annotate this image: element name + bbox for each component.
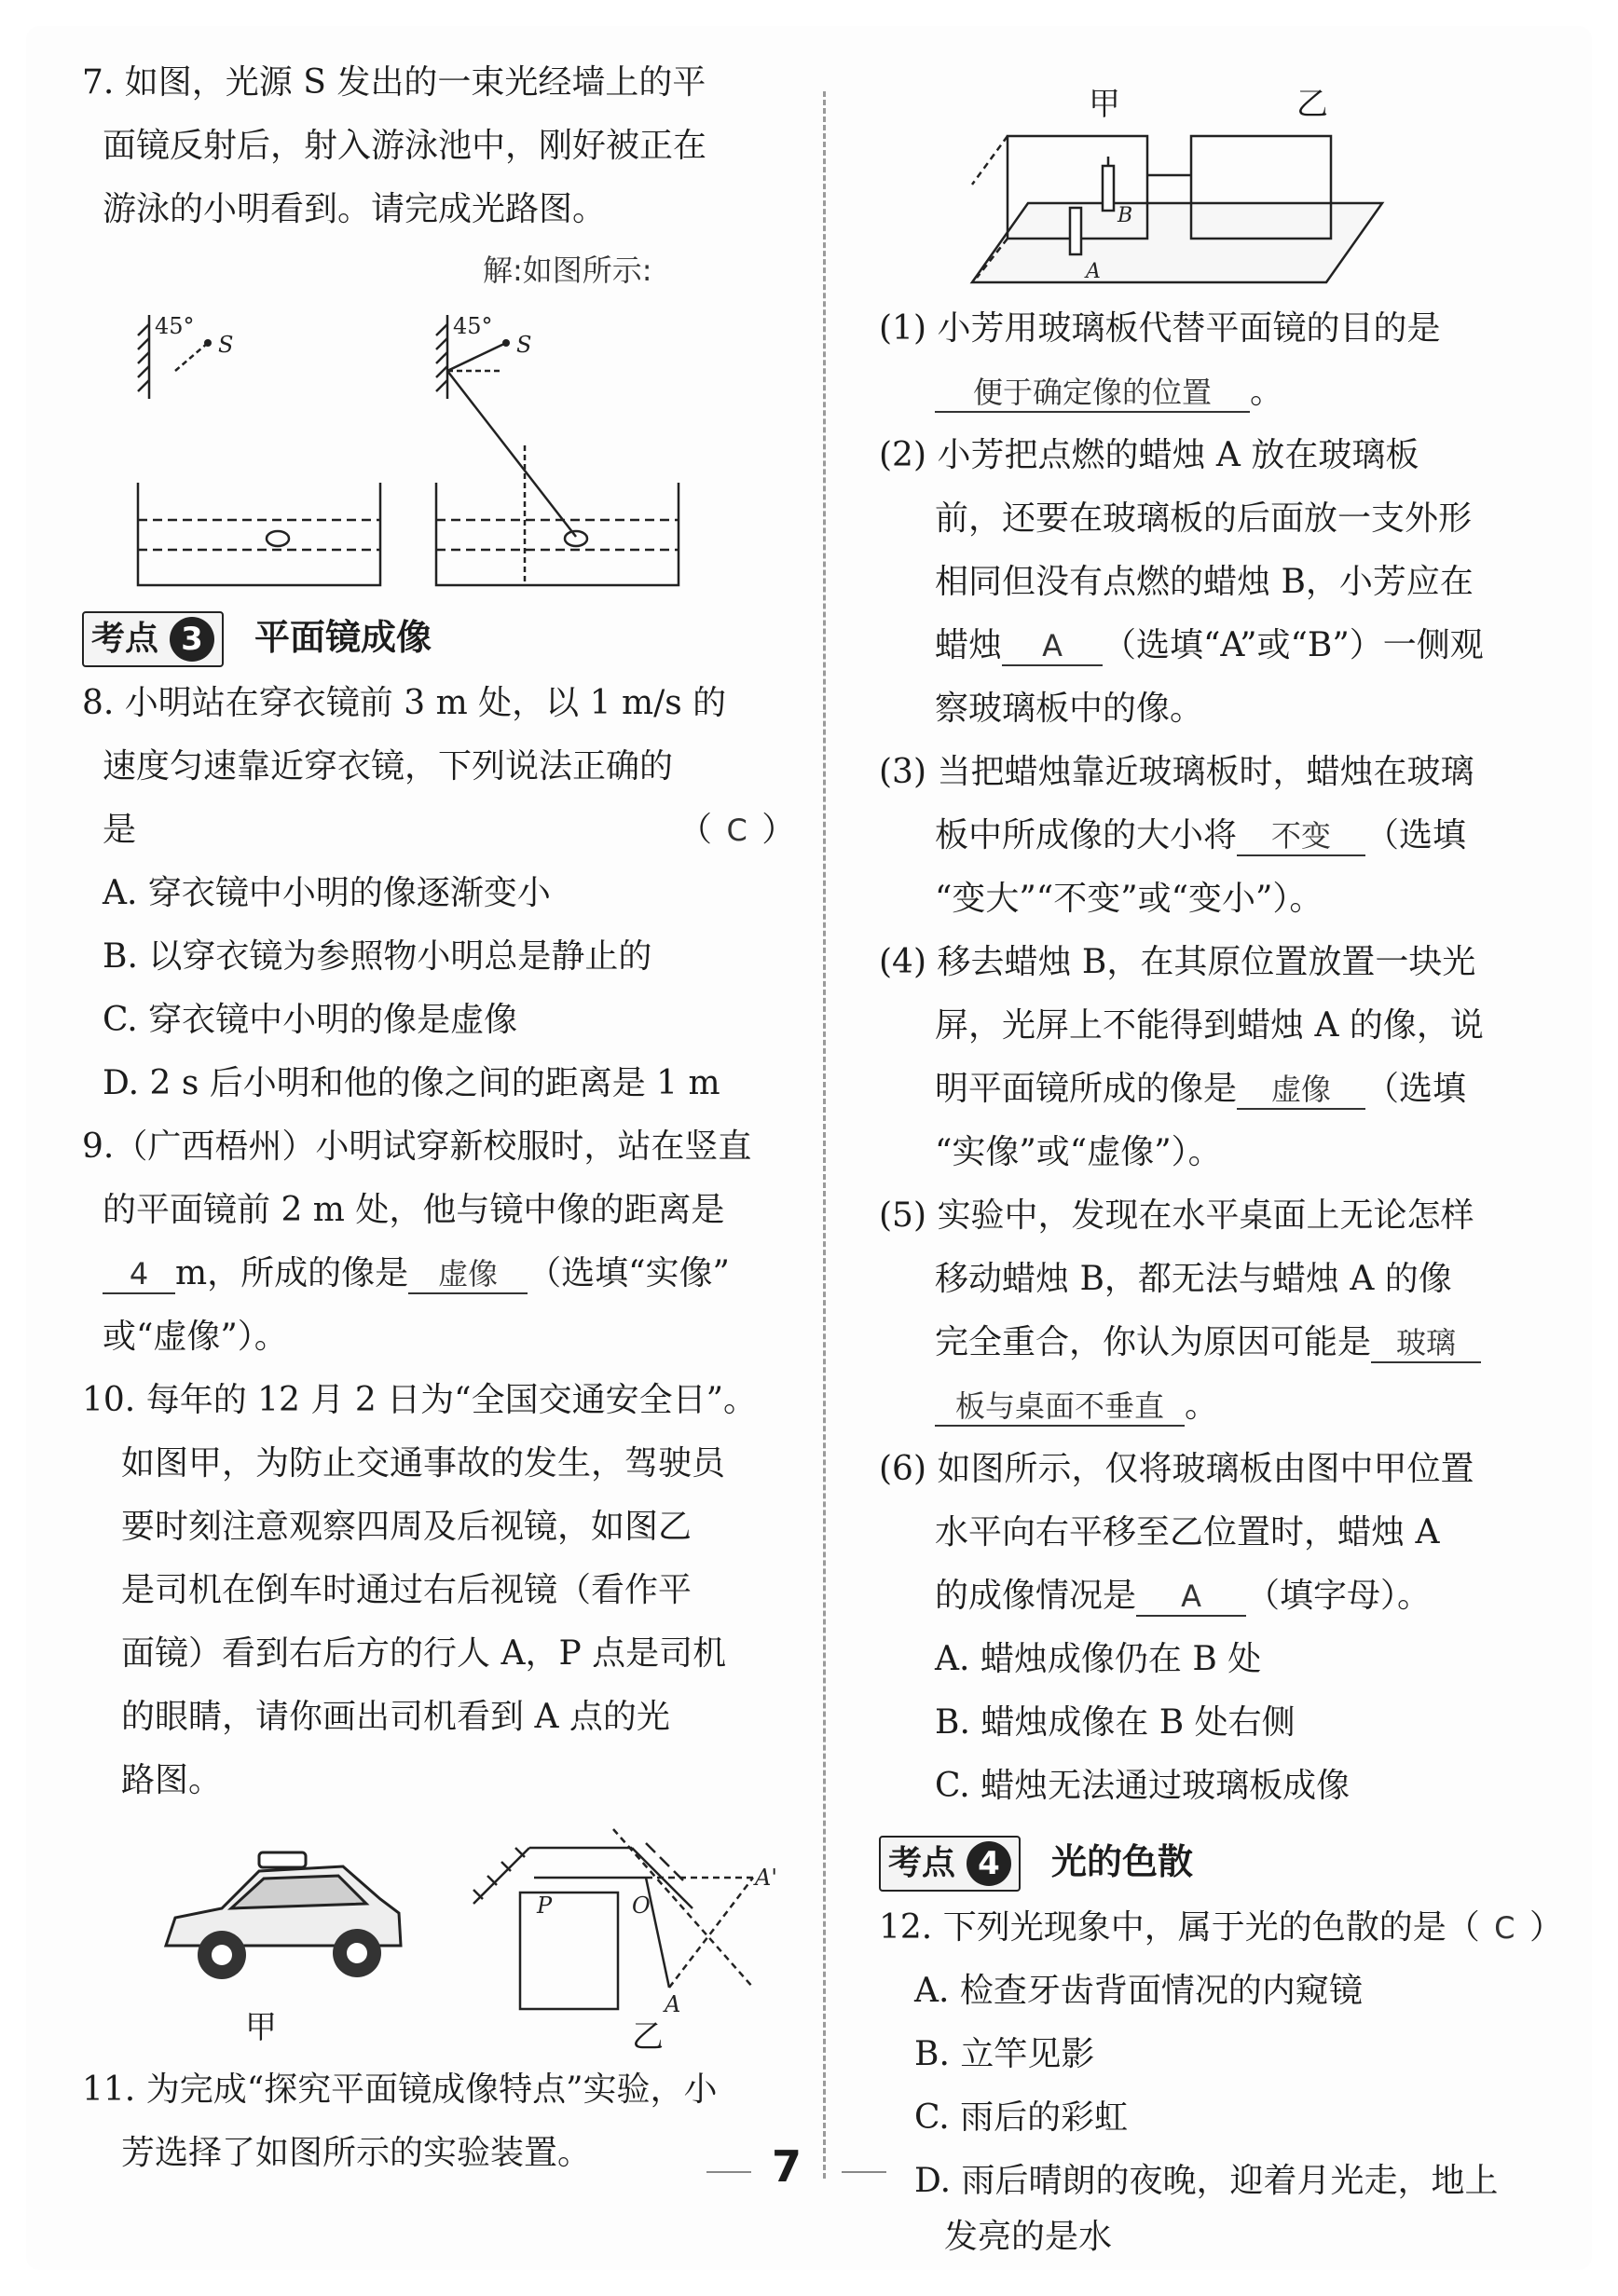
q10-mirror-figure [473,1829,809,2016]
q11-sub6-option-a: A. 蜡烛成像仍在 B 处 [935,1640,1262,1678]
q12-option-c: C. 雨后的彩虹 [914,2098,1129,2137]
q8-option-a: A. 穿衣镜中小明的像逐渐变小 [103,874,551,912]
q11-sub6-line-3: 的成像情况是 A （填字母）。 [935,1577,1432,1615]
q10-line-3: 要时刻注意观察四周及后视镜，如图乙 [121,1508,692,1546]
q7-line-1: 7. 如图，光源 S 发出的一束光经墙上的平 [82,63,706,102]
q7-figure-answer [436,306,679,585]
q8-option-d: D. 2 s 后小明和他的像之间的距离是 1 m [103,1064,720,1102]
q9-line-4: 或“虚像”）。 [103,1318,288,1356]
section4-badge-number: 4 [967,1841,1011,1886]
q7-answer-source-label: S [516,332,532,358]
q11-sub4-answer: 虚像 [1237,1071,1365,1110]
column-divider [823,91,826,2179]
q11-sub1-answer-line: 便于确定像的位置 。 [935,369,1283,416]
q8-answer: C [726,813,747,848]
q11-sub4-line-3: 明平面镜所成的像是 虚像 （选填 [935,1070,1467,1108]
q12-answer: C [1494,1910,1515,1946]
q7-line-3: 游泳的小明看到。请完成光路图。 [103,190,607,228]
q11-sub2-line-5: 察玻璃板中的像。 [935,690,1204,728]
q8-line-1: 8. 小明站在穿衣镜前 3 m 处，以 1 m/s 的 [82,684,727,722]
q11-sub1-line-1: (1) 小芳用玻璃板代替平面镜的目的是 [879,309,1441,348]
q11-candle-a-label: A [1086,260,1101,283]
q11-line-2: 芳选择了如图所示的实验装置。 [121,2134,592,2172]
q11-sub6-answer: A [1136,1578,1246,1617]
q7-answer-angle-label: 45° [453,313,493,339]
q7-answer-note: 解:如图所示: [483,253,652,288]
q8-answer-bracket: （ C ） [679,811,796,849]
q8-line-2: 速度匀速靠近穿衣镜，下列说法正确的 [103,747,674,786]
q11-sub6-option-c: C. 蜡烛无法通过玻璃板成像 [935,1767,1351,1805]
q11-sub6-option-b: B. 蜡烛成像在 B 处右侧 [935,1703,1296,1742]
q10-fig-label-yi: 乙 [632,2018,664,2056]
section3-badge: 考点 3 [82,611,224,667]
q11-sub1-answer: 便于确定像的位置 [935,374,1250,413]
page-number-rule-left [706,2171,751,2173]
section3-title: 平面镜成像 [254,617,432,658]
q10-line-5: 面镜）看到右后方的行人 A，P 点是司机 [121,1634,727,1673]
q9-answer-distance: 4 [103,1255,175,1294]
q11-fig-label-jia: 甲 [1089,86,1120,123]
page-number-rule-right [842,2171,886,2173]
q11-sub5-answer-part1: 玻璃 [1371,1324,1481,1363]
q11-sub4-line-2: 屏，光屏上不能得到蜡烛 A 的像，说 [935,1006,1484,1045]
q7-line-2: 面镜反射后，射入游泳池中，刚好被正在 [103,127,707,165]
q12-stem: 12. 下列光现象中，属于光的色散的是（ C ） [879,1908,1563,1947]
q8-line-3: 是 [103,811,137,849]
q11-sub3-line-1: (3) 当把蜡烛靠近玻璃板时，蜡烛在玻璃 [879,753,1474,791]
q10-line-1: 10. 每年的 12 月 2 日为“全国交通安全日”。 [82,1381,757,1419]
section4-badge: 考点 4 [879,1836,1021,1892]
q12-option-d: D. 雨后晴朗的夜晚，迎着月光走，地上 [914,2162,1499,2200]
q10-fig-label-jia: 甲 [245,2009,277,2046]
q10-line-4: 是司机在倒车时通过右后视镜（看作平 [121,1571,692,1609]
q8-option-c: C. 穿衣镜中小明的像是虚像 [103,1001,518,1039]
q11-sub6-line-2: 水平向右平移至乙位置时，蜡烛 A [935,1513,1440,1551]
q8-option-b: B. 以穿衣镜为参照物小明总是静止的 [103,937,652,976]
workbook-page [26,26,1592,2270]
q10-line-2: 如图甲，为防止交通事故的发生，驾驶员 [121,1444,726,1483]
q11-sub3-line-2: 板中所成像的大小将 不变 （选填 [935,816,1467,854]
q11-sub2-answer: A [1002,627,1103,666]
q10-line-7: 路图。 [121,1761,223,1799]
q10-point-a-prime: A' [755,1865,777,1891]
q9-line-2: 的平面镜前 2 m 处，他与镜中像的距离是 [103,1191,725,1229]
q7-source-label: S [218,332,234,358]
q11-sub2-line-2: 前，还要在玻璃板的后面放一支外形 [935,499,1473,538]
q11-sub2-line-1: (2) 小芳把点燃的蜡烛 A 放在玻璃板 [879,436,1419,474]
q10-point-a: A [665,1991,681,2017]
q11-sub2-line-4: 蜡烛 A （选填“A”或“B”）一侧观 [935,626,1484,664]
q11-sub5-answer-part2: 板与桌面不垂直 [935,1387,1185,1427]
q10-point-o: O [632,1893,651,1919]
q11-sub5-line-2: 移动蜡烛 B，都无法与蜡烛 A 的像 [935,1260,1452,1298]
q7-figure-original [138,306,380,585]
q11-sub5-line-3: 完全重合，你认为原因可能是 玻璃 [935,1319,1481,1366]
q9-line-3: 4 m，所成的像是 虚像 （选填“实像” [103,1250,730,1297]
section4-title: 光的色散 [1051,1841,1194,1882]
q11-sub4-line-1: (4) 移去蜡烛 B，在其原位置放置一块光 [879,943,1476,981]
q11-sub3-line-3: “变大”“不变”或“变小”）。 [935,880,1323,918]
q11-sub6-line-1: (6) 如图所示，仅将玻璃板由图中甲位置 [879,1450,1474,1488]
q11-line-1: 11. 为完成“探究平面镜成像特点”实验，小 [82,2070,718,2109]
section3-badge-number: 3 [170,617,214,662]
q12-option-a: A. 检查牙齿背面情况的内窥镜 [914,1972,1363,2010]
q11-candle-b-label: B [1118,204,1133,227]
q11-sub2-line-3: 相同但没有点燃的蜡烛 B，小芳应在 [935,563,1474,601]
q11-sub5-line-1: (5) 实验中，发现在水平桌面上无论怎样 [879,1196,1474,1235]
section4-header [879,1836,1531,1892]
q10-car-figure [157,1843,408,2002]
q9-line-1: 9.（广西梧州）小明试穿新校服时，站在竖直 [82,1128,752,1166]
q7-angle-label: 45° [155,313,195,339]
q11-sub4-line-4: “实像”或“虚像”）。 [935,1133,1222,1171]
q12-option-b: B. 立竿见影 [914,2035,1095,2073]
section3-header [82,611,734,667]
q11-apparatus-figure [972,129,1382,287]
q10-point-p: P [537,1893,553,1919]
q11-fig-label-yi: 乙 [1296,86,1328,123]
q11-sub3-answer: 不变 [1237,817,1365,856]
q11-sub5-line-4: 板与桌面不垂直 。 [935,1383,1218,1429]
q10-line-6: 的眼睛，请你画出司机看到 A 点的光 [121,1698,670,1736]
q12-option-d-cont: 发亮的是水 [944,2218,1113,2256]
page-number: 7 [772,2141,802,2192]
q9-answer-image-type: 虚像 [408,1255,528,1294]
